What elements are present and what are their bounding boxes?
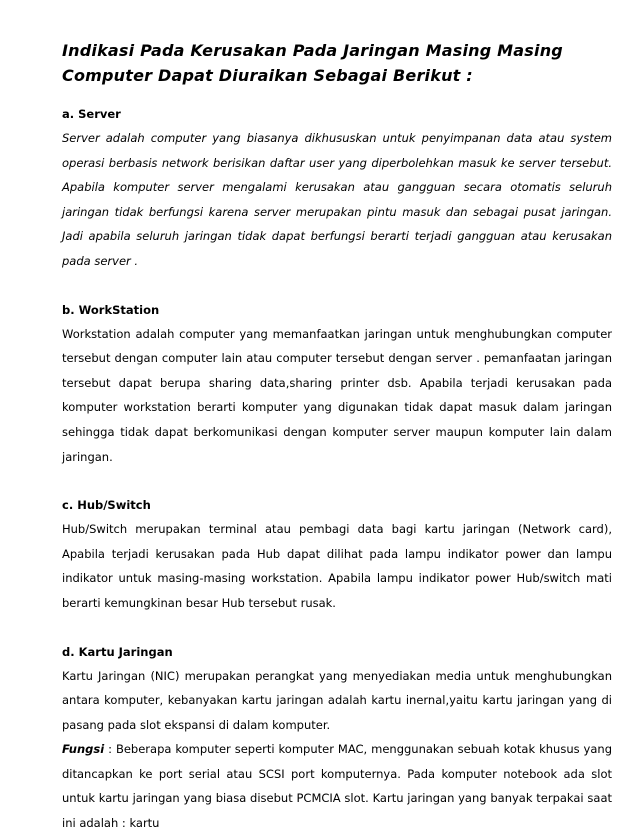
section-heading-workstation: b. WorkStation <box>62 302 160 317</box>
document-title: Indikasi Pada Kerusakan Pada Jaringan Masing Masing Computer Dapat Diuraikan Sebagai Berikut : <box>62 41 563 85</box>
section-spacer <box>62 274 612 298</box>
section-paragraph-workstation: Workstation adalah computer yang memanfaatkan jaringan untuk menghubungkan computer tersebut dengan computer lain atau computer tersebut dengan server . pemanfaatan jaringan tersebut dapat berupa sharing data,sharing printer dsb. Apabila terjadi kerusakan pada komputer workstation berarti komputer yang digunakan tidak dapat masuk dalam jaringan sehingga tidak dapat berkomunikasi dengan komputer server maupun komputer lain dalam jaringan. <box>62 326 612 464</box>
section-spacer <box>62 469 612 493</box>
section-paragraph-server: Server adalah computer yang biasanya dikhususkan untuk penyimpanan data atau system operasi berbasis network berisikan daftar user yang diperbolehkan masuk ke server tersebut. Apabila komputer server mengalami kerusakan atau gangguan secara otomatis seluruh jaringan tidak berfungsi karena server merupakan pintu masuk dan sebagai pusat jaringan. Jadi apabila seluruh jaringan tidak dapat berfungsi berarti terjadi gangguan atau kerusakan pada server . <box>62 131 612 268</box>
section-spacer <box>62 616 612 640</box>
section-paragraph-hub-switch: Hub/Switch merupakan terminal atau pembagi data bagi kartu jaringan (Network card), Apabila terjadi kerusakan pada Hub dapat dilihat pada lampu indikator power dan lampu indikator untuk masing-masing workstation. Apabila lampu indikator power Hub/switch mati berarti kemungkinan besar Hub tersebut rusak. <box>62 522 612 610</box>
fungsi-text: : Beberapa komputer seperti komputer MAC, menggunakan sebuah kotak khusus yang ditancapkan ke port serial atau SCSI port komputernya. Pada komputer notebook ada slot untuk kartu jaringan yang biasa disebut PCMCIA slot. Kartu jaringan yang banyak terpakai saat ini adalah : kartu <box>62 742 612 831</box>
section-paragraph-kartu-jaringan: Kartu Jaringan (NIC) merupakan perangkat yang menyediakan media untuk menghubungkan antara komputer, kebanyakan kartu jaringan adalah kartu inernal,yaitu kartu jaringan yang di pasang pada slot ekspansi di dalam komputer. <box>62 668 612 732</box>
section-paragraph-fungsi <box>62 737 612 835</box>
fungsi-label: Fungsi <box>62 742 105 757</box>
section-heading-kartu-jaringan: d. Kartu Jaringan <box>62 644 173 659</box>
section-heading-hub-switch: c. Hub/Switch <box>62 498 151 513</box>
document-page <box>62 38 612 836</box>
section-heading-server: a. Server <box>62 107 121 121</box>
